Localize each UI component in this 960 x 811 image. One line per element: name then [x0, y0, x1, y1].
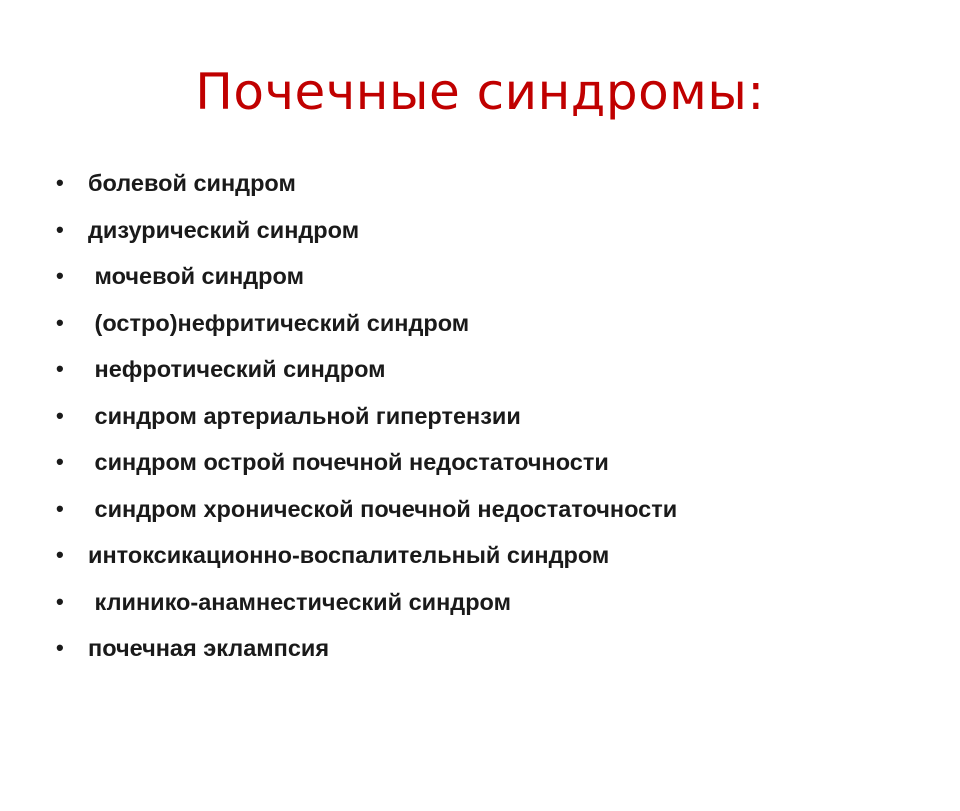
- list-item: [56, 300, 470, 347]
- list-item: [56, 625, 330, 672]
- bullet-icon: •: [56, 588, 64, 614]
- bullet-icon: •: [56, 356, 64, 381]
- list-item: [56, 346, 386, 393]
- slide-title: Почечные синдромы:: [195, 63, 765, 121]
- list-item: [56, 253, 304, 300]
- list-item-text: почечная эклампсия: [88, 635, 330, 661]
- list-item-text: синдром острой почечной недостаточности: [88, 449, 609, 475]
- bullet-icon: •: [56, 402, 64, 428]
- list-item-text: клинико-анамнестический синдром: [88, 588, 511, 615]
- list-item-text: нефротический синдром: [88, 356, 386, 382]
- list-item: [56, 579, 511, 626]
- list-item: [56, 393, 521, 440]
- list-item-text: мочевой синдром: [88, 263, 304, 289]
- list-item: [56, 207, 360, 254]
- list-item-text: дизурический синдром: [88, 216, 360, 243]
- list-item-text: синдром артериальной гипертензии: [88, 402, 521, 429]
- bullet-icon: •: [56, 309, 64, 335]
- list-item: [56, 439, 609, 486]
- bullet-icon: •: [56, 216, 64, 242]
- bullet-icon: •: [56, 170, 64, 195]
- list-item: [56, 486, 678, 533]
- bullet-icon: •: [56, 449, 64, 474]
- bullet-icon: •: [56, 495, 64, 521]
- list-item-text: интоксикационно-воспалительный синдром: [88, 542, 610, 568]
- list-item-text: (остро)нефритический синдром: [88, 309, 470, 336]
- bullet-icon: •: [56, 542, 64, 567]
- bullet-icon: •: [56, 635, 64, 660]
- list-item: [56, 160, 296, 207]
- bullet-icon: •: [56, 263, 64, 288]
- list-item-text: болевой синдром: [88, 170, 296, 196]
- list-item-text: синдром хронической почечной недостаточности: [88, 495, 678, 522]
- list-item: [56, 532, 610, 579]
- syndrome-list: [56, 160, 678, 672]
